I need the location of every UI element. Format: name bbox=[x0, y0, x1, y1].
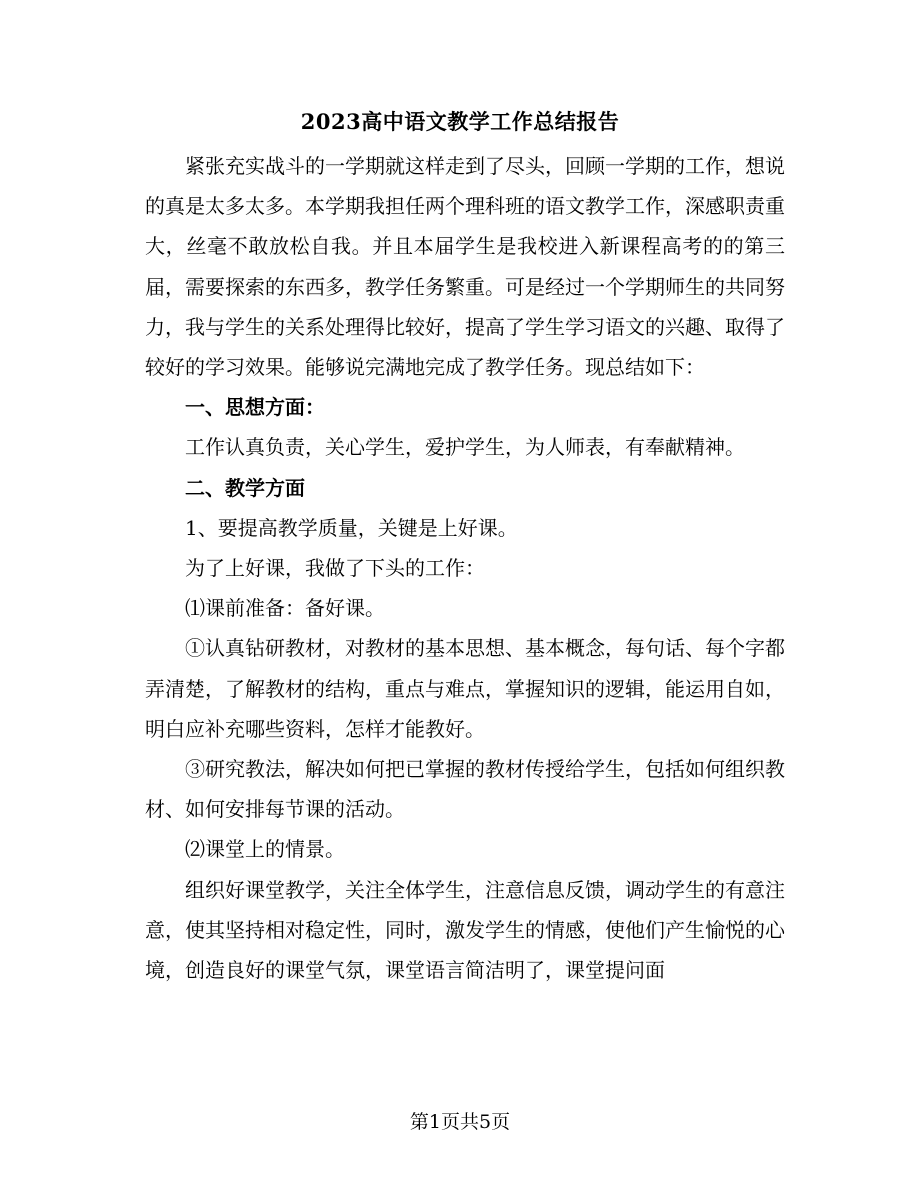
teaching-intro-paragraph: 为了上好课，我做了下头的工作： bbox=[185, 556, 485, 581]
intro-paragraph: 紧张充实战斗的一学期就这样走到了尽头，回顾一学期的工作，想说的真是太多太多。本学期我担任两个理科班的语文教学工作，深感职责重大，丝毫不敢放松自我。并且本届学生是我校进入新课程高考的的第三届，需要探索的东西多，教学任务繁重。可是经过一个学期师生的共同努力，我与学生的关系处理得比较好，提高了学生学习语文的兴趣、取得了较好的学习效果。能够说完满地完成了教学任务。现总结如下： bbox=[145, 154, 785, 380]
teaching-point-1: 1、要提高教学质量，关键是上好课。 bbox=[185, 515, 518, 540]
section-heading-teaching: 二、教学方面 bbox=[185, 475, 305, 500]
section-heading-thought: 一、思想方面： bbox=[185, 395, 325, 420]
document-title: 2023高中语文教学工作总结报告 bbox=[300, 109, 620, 134]
classroom-paragraph: 组织好课堂教学，关注全体学生，注意信息反馈，调动学生的有意注意，使其坚持相对稳定性，同时，激发学生的情感，使他们产生愉悦的心境，创造良好的课堂气氛，课堂语言简洁明了，课堂提问面 bbox=[145, 877, 785, 983]
preparation-item-1: ①认真钻研教材，对教材的基本思想、基本概念，每句话、每个字都弄清楚，了解教材的结构，重点与难点，掌握知识的逻辑，能运用自如，明白应补充哪些资料，怎样才能教好。 bbox=[145, 636, 785, 741]
subsection-preparation: ⑴课前准备：备好课。 bbox=[185, 596, 385, 621]
page-number: 第1页共5页 bbox=[409, 1111, 511, 1133]
preparation-item-3: ③研究教法，解决如何把已掌握的教材传授给学生，包括如何组织教材、如何安排每节课的活动。 bbox=[145, 757, 785, 822]
subsection-classroom: ⑵课堂上的情景。 bbox=[185, 837, 345, 862]
thought-paragraph: 工作认真负责，关心学生，爱护学生，为人师表，有奉献精神。 bbox=[185, 435, 745, 460]
document-body bbox=[145, 146, 785, 990]
